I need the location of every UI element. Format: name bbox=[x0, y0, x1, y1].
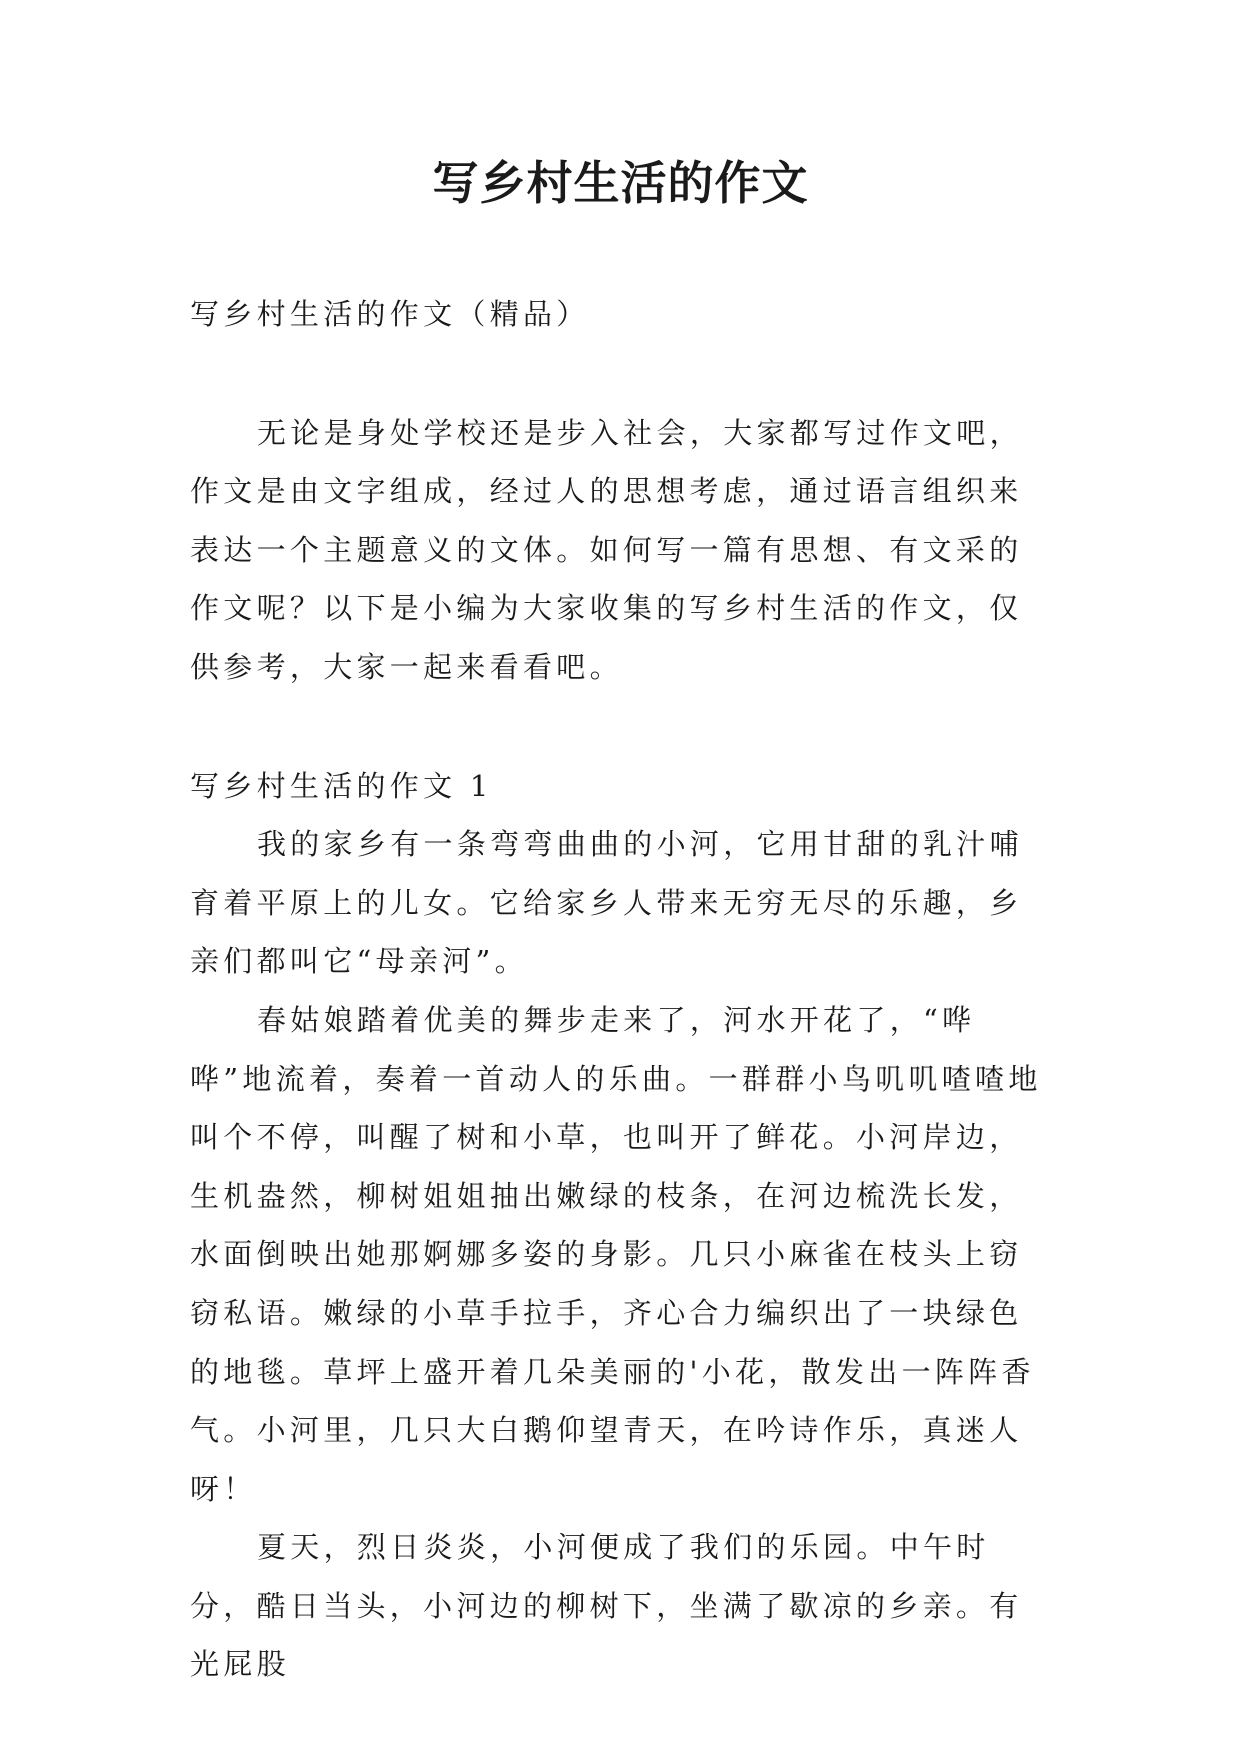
body-paragraph: 春姑娘踏着优美的舞步走来了，河水开花了，“哗哗”地流着，奏着一首动人的乐曲。一群群小鸟叽叽喳喳地叫个不停，叫醒了树和小草，也叫开了鲜花。小河岸边，生机盎然，柳树姐姐抽出嫩绿的枝条，在河边梳洗长发，水面倒映出她那婀娜多姿的身影。几只小麻雀在枝头上窃窃私语。嫩绿的小草手拉手，齐心合力编织出了一块绿色的地毯。草坪上盛开着几朵美丽的'小花，散发出一阵阵香气。小河里，几只大白鹅仰望青天，在吟诗作乐，真迷人呀！ bbox=[190, 1002, 1042, 1506]
document-subtitle: 写乡村生活的作文（精品） bbox=[190, 297, 590, 331]
document-body bbox=[190, 285, 1052, 1694]
document-title: 写乡村生活的作文 bbox=[432, 156, 809, 210]
intro-paragraph: 无论是身处学校还是步入社会，大家都写过作文吧，作文是由文字组成，经过人的思想考虑，通过语言组织来表达一个主题意义的文体。如何写一篇有思想、有文采的作文呢？以下是小编为大家收集的写乡村生活的作文，仅供参考，大家一起来看看吧。 bbox=[190, 415, 1023, 684]
body-paragraph: 我的家乡有一条弯弯曲曲的小河，它用甘甜的乳汁哺育着平原上的儿女。它给家乡人带来无穷无尽的乐趣，乡亲们都叫它“母亲河”。 bbox=[190, 827, 1023, 979]
section-heading: 写乡村生活的作文 1 bbox=[190, 768, 493, 803]
body-paragraph: 夏天，烈日炎炎，小河便成了我们的乐园。中午时分，酷日当头，小河边的柳树下，坐满了歇凉的乡亲。有光屁股 bbox=[190, 1530, 1023, 1682]
